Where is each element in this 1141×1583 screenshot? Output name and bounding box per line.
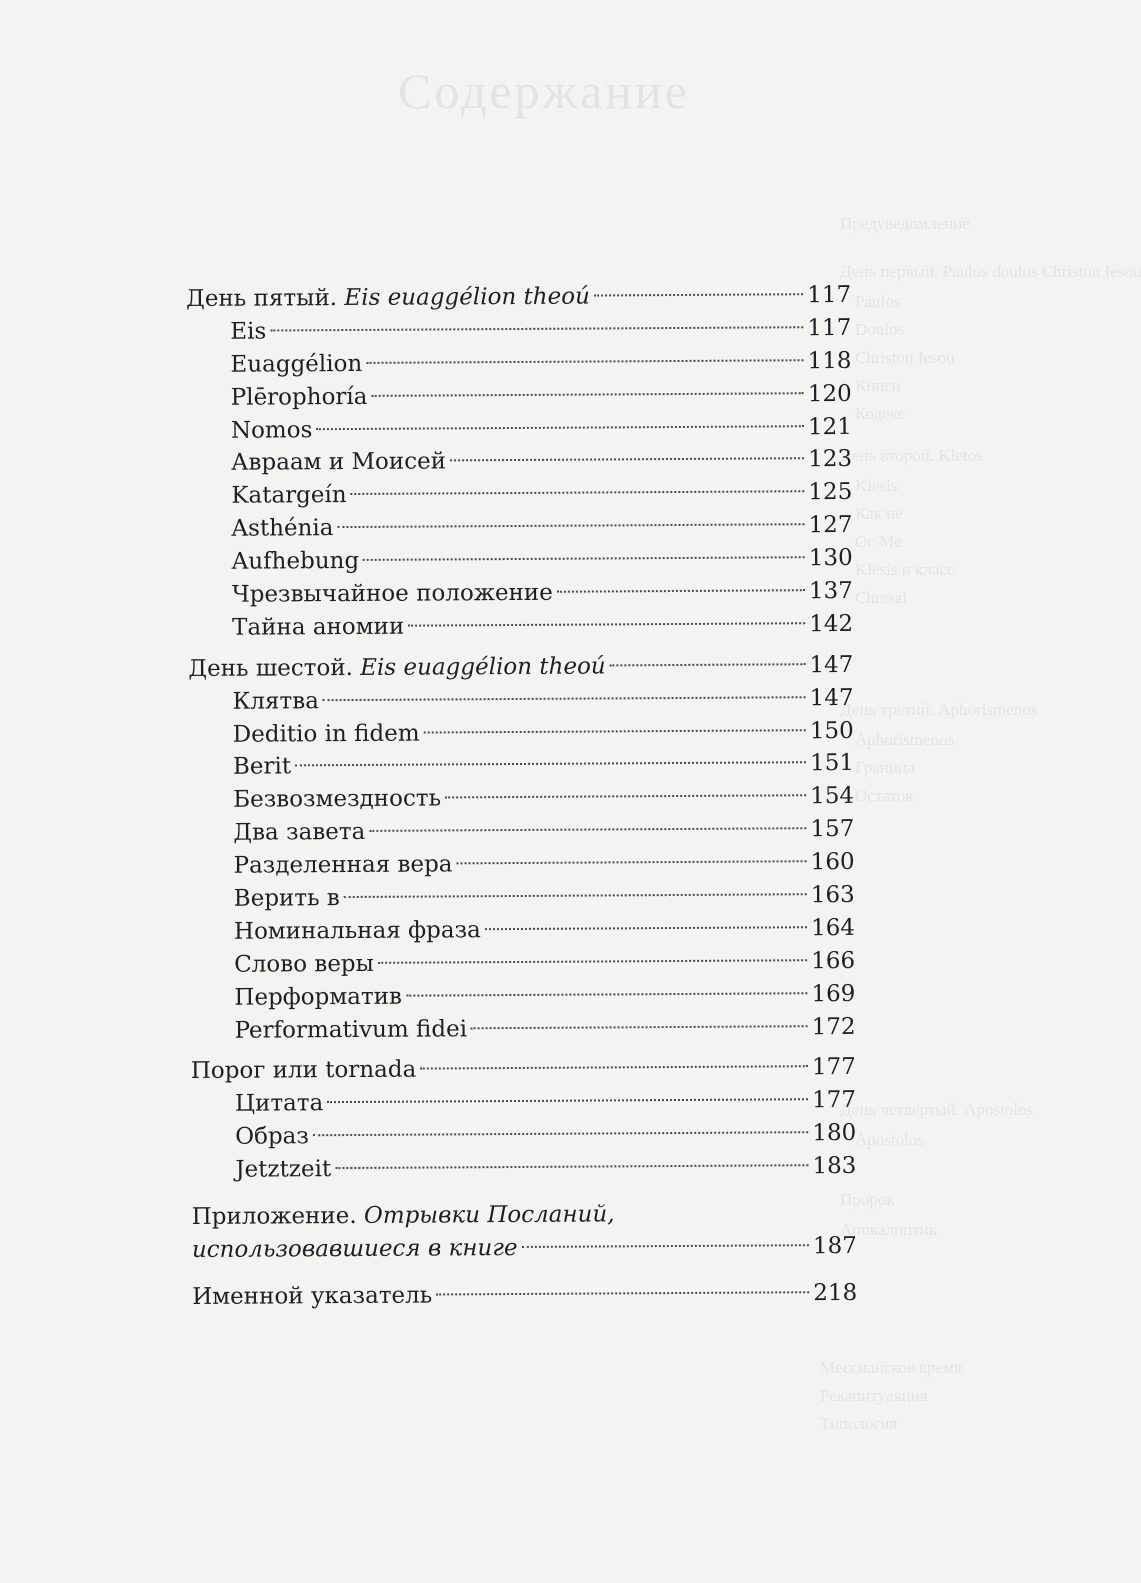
toc-item-label: Номинальная фраза [233,917,481,945]
toc-item-label: Asthénia [231,515,334,542]
page-number: 180 [812,1120,857,1147]
ghost-line: Klesis [855,476,898,495]
ghost-line: Klesis и класс [855,560,955,579]
dot-leader [316,425,804,430]
toc-item[interactable] [187,476,852,513]
page-number: 123 [808,446,853,473]
appendix-title-italic-line1: Отрывки Посланий, [363,1201,615,1229]
ghost-line: Paulos [855,292,901,311]
page-number: 147 [809,684,854,711]
page-number: 164 [810,914,856,942]
page-number: 130 [808,545,853,572]
dot-leader [337,523,804,528]
dot-leader [313,1131,808,1136]
page-number: 120 [807,380,852,407]
toc-item-label: Образ [235,1123,309,1150]
toc-item-label: Два завета [233,819,366,846]
toc-item-label: Performativum fidei [234,1015,468,1044]
dot-leader [610,663,806,666]
dot-leader [344,893,807,898]
dot-leader [366,359,803,364]
toc-item-label: Katargeín [231,482,347,510]
page-number: 150 [809,717,854,744]
appendix-title: Приложение. [191,1203,357,1231]
ghost-line: День третий. Aphorismenos [840,700,1038,719]
toc-item[interactable] [190,912,855,949]
page-number: 177 [812,1087,857,1114]
dot-leader [371,392,803,397]
ghost-line: Doulos [855,320,905,339]
page-number: 169 [811,980,856,1007]
toc-item[interactable] [188,575,853,612]
ghost-line: День второй. Kletos [840,446,983,465]
ghost-line: Aphorismenos [855,730,955,749]
section-title: Порог или tornada [190,1057,417,1085]
ghost-line: Книги [855,376,901,395]
dot-leader [436,1291,809,1295]
dot-leader [450,458,804,462]
ghost-line: Кодекс [855,404,906,423]
page-number: 157 [810,816,855,843]
ghost-page-title: Содержание [398,63,690,119]
page-number: 151 [809,750,855,777]
dot-leader [323,696,806,701]
table-of-contents [186,279,857,1314]
ghost-line: Типология [820,1414,898,1433]
page-number: 166 [811,947,856,975]
page-number: 147 [809,651,854,678]
page-number: 137 [808,577,853,605]
toc-item[interactable] [187,378,852,415]
section-title-italic: Eis euaggélion theoú [360,653,606,681]
toc-item-label: Цитата [234,1090,324,1118]
ghost-line: Ос Ме [855,532,902,551]
toc-item[interactable] [188,542,853,579]
dot-leader [424,729,806,733]
toc-item-label: Чрезвычайное положение [231,579,553,608]
toc-item-label: Euaggélion [230,350,363,378]
ghost-line: Christou Iesou [855,348,955,367]
toc-item-label: Верить в [233,885,340,912]
ghost-line: Chresai [855,588,907,607]
page-number: 218 [813,1279,858,1307]
toc-item-label: Безвозмездность [233,785,442,814]
toc-item[interactable] [190,945,855,982]
toc-item[interactable] [187,509,852,546]
ghost-line: Как не [855,504,903,523]
dot-leader [327,1099,808,1104]
dot-leader [369,827,806,832]
toc-item[interactable] [190,879,855,916]
toc-item-label: Тайна аномии [232,613,405,641]
dot-leader [420,1066,808,1070]
ghost-line: Предуведомление [840,214,970,233]
page-number: 177 [811,1054,856,1081]
ghost-line: День первый. Paulos doulos Christou Iesou [840,262,1141,281]
dot-leader [557,589,805,593]
dot-leader [295,762,806,767]
section-title-italic: Eis euaggélion theoú [344,283,590,312]
toc-item-label: Eis [230,318,267,345]
ghost-line: Apostolos [855,1130,924,1149]
dot-leader [408,622,805,626]
page-number: 187 [812,1232,857,1260]
toc-item-label: Deditio in fidem [232,720,420,748]
ghost-line: Остаток [855,786,914,805]
dot-leader [594,293,803,296]
page-number: 117 [807,314,852,342]
page-number: 163 [810,881,855,909]
toc-appendix[interactable] [192,1197,857,1267]
dot-leader [270,326,803,331]
dot-leader [335,1164,808,1169]
toc-item[interactable] [187,443,852,480]
toc-item[interactable] [191,1150,856,1187]
appendix-title-italic-line2: использовавшиеся в книге [191,1234,518,1263]
ghost-line: Пророк [840,1190,895,1209]
toc-item[interactable] [189,715,854,752]
toc-item-label: Berit [232,753,292,781]
toc-item[interactable] [187,410,852,447]
page-number: 117 [807,281,852,309]
ghost-line: Граница [855,758,915,777]
dot-leader [456,860,806,864]
page-number: 154 [810,783,855,810]
section-title: День пятый. [186,285,338,312]
page-number: 125 [808,479,853,506]
ghost-line: Мессианское время [820,1358,962,1377]
toc-item[interactable] [186,312,851,349]
toc-item[interactable] [189,780,854,817]
dot-leader [378,959,807,964]
toc-item[interactable] [191,1117,856,1154]
page-number: 121 [807,413,852,440]
dot-leader [363,556,805,561]
page-number: 160 [810,849,855,876]
page-number: 118 [807,347,852,374]
toc-item[interactable] [190,978,855,1015]
toc-section-threshold[interactable] [191,1051,856,1088]
toc-item[interactable] [188,608,853,645]
toc-item[interactable] [189,813,854,850]
toc-item-label: Клятва [232,687,319,715]
dot-leader [351,491,805,496]
dot-leader [445,795,806,799]
toc-item-label: Plērophoría [230,383,368,411]
toc-item-label: Слово веры [234,950,375,978]
toc-name-index[interactable] [192,1277,857,1314]
toc-item-label: Nomos [230,416,313,444]
dot-leader [485,926,807,930]
toc-item-label: Jetztzeit [235,1156,332,1183]
toc-item[interactable] [189,846,854,883]
toc-item-label: Авраам и Моисей [231,448,447,477]
page-number: 183 [812,1153,857,1180]
page-number: 142 [809,610,854,638]
dot-leader [471,1025,808,1029]
dot-leader [522,1244,809,1248]
page-number: 127 [808,512,853,539]
dot-leader [406,992,808,996]
toc-item-label: Aufhebung [231,548,360,575]
ghost-line: День четвертый. Apostolos [840,1100,1034,1119]
toc-section-day-five[interactable] [186,279,851,316]
toc-item-label: Перформатив [234,983,403,1011]
toc-item[interactable] [191,1084,856,1121]
toc-item[interactable] [186,345,851,382]
page-number: 172 [811,1013,856,1040]
section-title: День шестой. [188,654,353,682]
toc-section-day-six[interactable] [188,649,853,686]
index-title: Именной указатель [192,1282,433,1310]
ghost-line: Апокалиптик [840,1220,938,1239]
ghost-line: Рекапитуляция [820,1386,928,1405]
toc-item[interactable] [189,747,854,784]
toc-item[interactable] [190,1011,855,1048]
toc-item-label: Разделенная вера [233,851,453,879]
toc-item[interactable] [188,682,853,719]
